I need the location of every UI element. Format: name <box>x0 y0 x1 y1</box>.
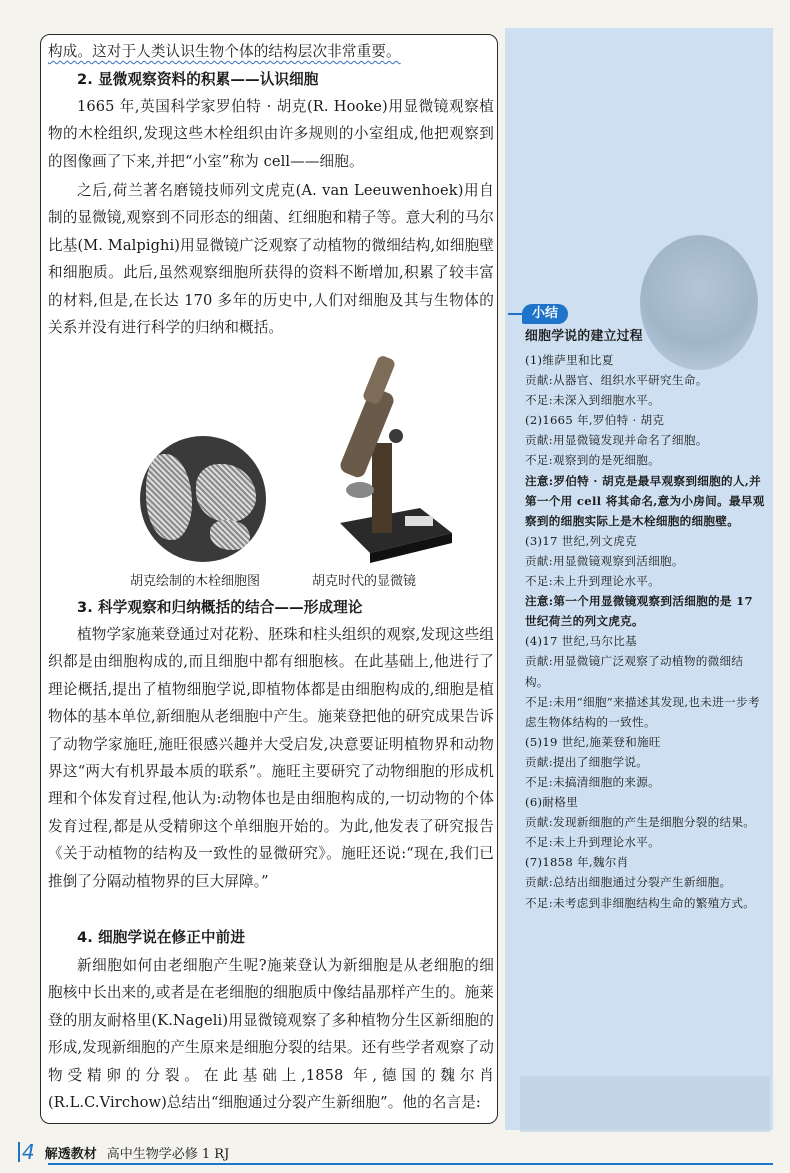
section-heading-2: 2. 显微观察资料的积累——认识细胞 <box>77 71 319 88</box>
paragraph-intro: 构成。这对于人类认识生物个体的结构层次非常重要。 <box>48 43 401 60</box>
caption-microscope: 胡克时代的显微镜 <box>312 574 417 589</box>
summary-line: (1)维萨里和比夏 <box>525 353 614 367</box>
summary-line: (3)17 世纪,列文虎克 <box>525 533 638 548</box>
cork-cell-illustration <box>140 436 266 562</box>
summary-badge-connector <box>508 313 522 315</box>
paragraph-hooke: 1665 年,英国科学家罗伯特 · 胡克(R. Hooke)用显微镜观察植物的木栓组织,发现这些木栓组织由许多规则的小室组成,他把观察到的图像画了下来,并把“小室”称为 cell——细胞。 <box>48 98 494 170</box>
summary-line: (4)17 世纪,马尔比基 <box>525 634 638 649</box>
summary-line: 注意:罗伯特 · 胡克是最早观察到细胞的人,并第一个用 cell 将其命名,意为小房间。最早观察到的细胞实际上是木栓细胞的细胞壁。 <box>525 473 765 528</box>
page-footer <box>18 1142 229 1162</box>
summary-line: 不足:观察到的是死细胞。 <box>525 453 661 468</box>
summary-line: 不足:未上升到理论水平。 <box>525 835 661 850</box>
summary-line: 不足:未搞清细胞的来源。 <box>525 774 661 789</box>
summary-line: 贡献:发现新细胞的产生是细胞分裂的结果。 <box>525 815 756 830</box>
summary-line: 不足:未用“细胞”来描述其发现,也未进一步考虑生物体结构的一致性。 <box>525 694 760 729</box>
side-panel-faded-footer <box>520 1076 770 1132</box>
footer-rule <box>48 1163 773 1165</box>
summary-line: 贡献:从器官、组织水平研究生命。 <box>525 373 708 388</box>
paragraph-virchow: 新细胞如何由老细胞产生呢?施莱登认为新细胞是从老细胞的细胞核中长出来的,或者是在老细胞的细胞质中像结晶那样产生的。施莱登的朋友耐格里(K.Nageli)用显微镜观察了多种植物分生区新细胞的形成,发现新细胞的产生原来是细胞分裂的结果。还有些学者观察了动物受精卵的分裂。在此基础上,1858 年,德国的魏尔肖(R.L.C.Virchow)总结出“细胞通过分裂产生新细胞”。他的名言是: <box>48 957 494 1112</box>
caption-cork-cells: 胡克绘制的木栓细胞图 <box>130 574 261 589</box>
summary-line: 不足:未考虑到非细胞结构生命的繁殖方式。 <box>525 895 756 910</box>
summary-list <box>525 350 767 913</box>
summary-line: 贡献:用显微镜观察到活细胞。 <box>525 553 684 568</box>
summary-line: 不足:未上升到理论水平。 <box>525 574 661 589</box>
section-heading-3: 3. 科学观察和归纳概括的结合——形成理论 <box>77 599 363 616</box>
microscope-illustration <box>310 348 460 568</box>
summary-line: 贡献:用显微镜广泛观察了动植物的微细结构。 <box>525 654 744 689</box>
summary-line: (5)19 世纪,施莱登和施旺 <box>525 734 661 749</box>
summary-title: 细胞学说的建立过程 <box>525 329 643 344</box>
book-title: 解透教材 <box>44 1146 97 1162</box>
section-heading-4: 4. 细胞学说在修正中前进 <box>77 929 246 946</box>
summary-line: 贡献:用显微镜发现并命名了细胞。 <box>525 433 708 448</box>
summary-line: 不足:未深入到细胞水平。 <box>525 393 661 408</box>
paragraph-leeuwenhoek: 之后,荷兰著名磨镜技师列文虎克(A. van Leeuwenhoek)用自制的显微镜,观察到不同形态的细菌、红细胞和精子等。意大利的马尔比基(M. Malpighi)用显微镜广泛观察了动植物的微细结构,如细胞壁和细胞质。此后,虽然观察细胞所获得的资料不断增加,积累了较丰富的材料,但是,在长达 170 多年的历史中,人们对细胞及其与生物体的关系并没有进行科学的归纳和概括。 <box>48 182 494 337</box>
summary-line: (2)1665 年,罗伯特 · 胡克 <box>525 413 665 428</box>
paragraph-schleiden-schwann: 植物学家施莱登通过对花粉、胚珠和柱头组织的观察,发现这些组织都是由细胞构成的,而且细胞中都有细胞核。在此基础上,他进行了理论概括,提出了植物细胞学说,即植物体都是由细胞构成的,细胞是植物体的基本单位,新细胞从老细胞中产生。施莱登把他的研究成果告诉了动物学家施旺,施旺很感兴趣并大受启发,决意要证明植物界和动物界这“两大有机界最本质的联系”。施旺主要研究了动物细胞的形成机理和个体发育过程,他认为:动物体也是由细胞构成的,一切动物的个体发育过程,都是从受精卵这个单细胞开始的。为此,他发表了研究报告《关于动植物的结构及一致性的显微研究》。施旺还说:“现在,我们已推倒了分隔动植物界的巨大屏障。” <box>48 626 494 890</box>
summary-badge: 小结 <box>522 304 568 324</box>
book-subtitle: 高中生物学必修 1 RJ <box>106 1146 230 1162</box>
summary-line: 贡献:提出了细胞学说。 <box>525 754 649 769</box>
summary-line: 贡献:总结出细胞通过分裂产生新细胞。 <box>525 875 732 890</box>
page-number: 4 <box>18 1142 35 1162</box>
summary-line: (6)耐格里 <box>525 795 579 810</box>
summary-line: 注意:第一个用显微镜观察到活细胞的是 17 世纪荷兰的列文虎克。 <box>525 594 753 629</box>
summary-line: (7)1858 年,魏尔肖 <box>525 855 629 870</box>
